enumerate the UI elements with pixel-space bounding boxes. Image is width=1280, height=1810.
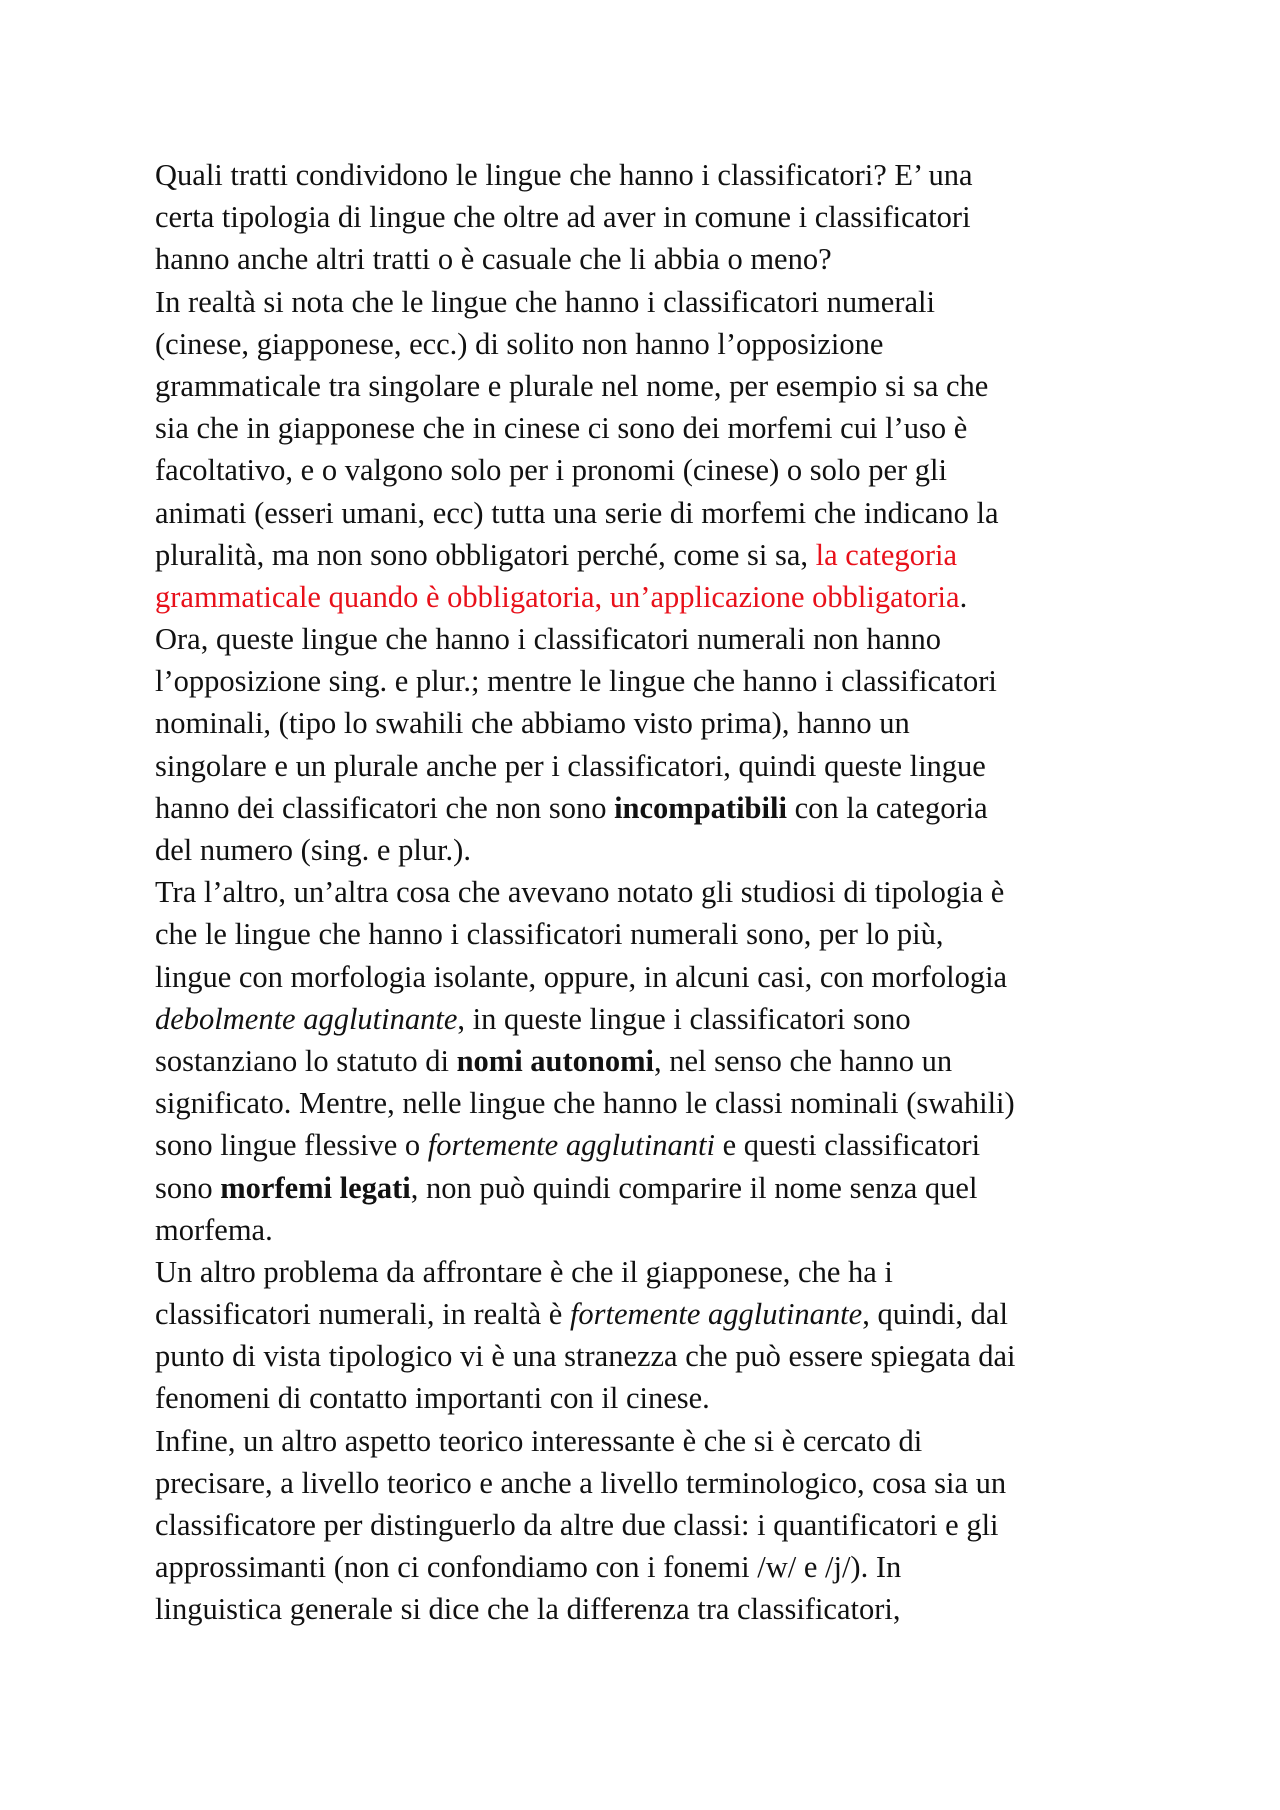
text-run: sono [155,1170,221,1205]
text-line [155,323,1155,365]
text-line [155,407,1155,449]
text-line [155,576,1155,618]
text-run: morfema. [155,1212,273,1247]
text-line [155,702,1155,744]
text-run: lingue con morfologia isolante, oppure, in alcuni casi, con morfologia [155,959,1008,994]
text-run: , nel senso che hanno un [654,1043,953,1078]
text-run: classificatori numerali, in realtà è [155,1297,570,1332]
italic-term: fortemente agglutinanti [427,1128,715,1163]
text-line [155,1377,1155,1419]
text-line [155,1082,1155,1124]
text-run: e questi classificatori [714,1128,981,1163]
text-run: Infine, un altro aspetto teorico interessante è che si è cercato di [155,1423,923,1458]
italic-term: fortemente agglutinante [569,1297,863,1332]
text-line [155,1420,1155,1462]
bold-term: nomi autonomi [456,1043,655,1078]
text-run: , non può quindi comparire il nome senza quel [410,1170,978,1205]
text-run: certa tipologia di lingue che oltre ad aver in comune i classificatori [155,200,971,235]
text-run: hanno anche altri tratti o è casuale che li abbia o meno? [155,242,832,277]
text-run: sostanziano lo statuto di [155,1043,457,1078]
text-line [155,1040,1155,1082]
text-line [155,787,1155,829]
text-line [155,1167,1155,1209]
text-run: l’opposizione sing. e plur.; mentre le lingue che hanno i classificatori [155,664,997,699]
text-line [155,1546,1155,1588]
text-run: nominali, (tipo lo swahili che abbiamo visto prima), hanno un [155,706,910,741]
text-run: grammaticale tra singolare e plurale nel nome, per esempio si sa che [155,368,989,403]
text-line [155,745,1155,787]
text-run: (cinese, giapponese, ecc.) di solito non hanno l’opposizione [155,326,884,361]
text-line [155,238,1155,280]
bold-term: morfemi legati [220,1170,411,1205]
text-run: sono lingue flessive o [155,1128,428,1163]
text-line [155,913,1155,955]
text-line [155,154,1155,196]
text-line [155,365,1155,407]
text-run: del numero (sing. e plur.). [155,833,471,867]
text-line [155,618,1155,660]
text-line [155,196,1155,238]
text-line [155,281,1155,323]
text-run: che le lingue che hanno i classificatori numerali sono, per lo più, [155,917,944,952]
text-run: con la categoria [786,790,988,825]
text-run: precisare, a livello teorico e anche a livello terminologico, cosa sia un [155,1465,1007,1500]
text-run: Un altro problema da affrontare è che il giapponese, che ha i [155,1254,893,1289]
text-line [155,1251,1155,1293]
text-line [155,1462,1155,1504]
text-line [155,660,1155,702]
highlighted-text: grammaticale quando è obbligatoria, un’applicazione obbligatoria [155,579,960,614]
text-line [155,1209,1155,1251]
text-line [155,1335,1155,1377]
highlighted-text: la categoria [815,537,958,572]
body-text [155,154,1155,1631]
text-run: animati (esseri umani, ecc) tutta una serie di morfemi che indicano la [155,495,999,530]
text-line [155,492,1155,534]
italic-term: debolmente agglutinante [155,1001,458,1036]
text-line [155,1588,1155,1630]
text-run: In realtà si nota che le lingue che hanno i classificatori numerali [155,284,935,319]
text-run: . [959,579,968,614]
text-run: , quindi, dal [862,1297,1008,1332]
text-run: punto di vista tipologico vi è una stranezza che può essere spiegata dai [155,1339,1016,1374]
text-line [155,998,1155,1040]
text-line [155,449,1155,491]
text-line [155,534,1155,576]
text-line [155,1504,1155,1546]
text-line [155,871,1155,913]
text-run: facoltativo, e o valgono solo per i pronomi (cinese) o solo per gli [155,453,947,488]
text-run: classificatore per distinguerlo da altre due classi: i quantificatori e gli [155,1508,999,1542]
text-run: sia che in giapponese che in cinese ci sono dei morfemi cui l’uso è [155,411,968,446]
text-run: significato. Mentre, nelle lingue che hanno le classi nominali (swahili) [155,1086,1015,1121]
text-run: Ora, queste lingue che hanno i classificatori numerali non hanno [155,622,941,657]
text-line [155,1293,1155,1335]
text-run: Quali tratti condividono le lingue che hanno i classificatori? E’ una [155,158,973,192]
text-line [155,829,1155,871]
text-line [155,1124,1155,1166]
text-run: Tra l’altro, un’altra cosa che avevano notato gli studiosi di tipologia è [155,875,1005,910]
text-run: hanno dei classificatori che non sono [155,790,615,825]
text-run: , in queste lingue i classificatori sono [457,1001,911,1036]
bold-term: incompatibili [614,790,787,825]
text-line [155,956,1155,998]
text-run: fenomeni di contatto importanti con il cinese. [155,1381,710,1416]
text-run: approssimanti (non ci confondiamo con i fonemi /w/ e /j/). In [155,1550,902,1585]
text-run: pluralità, ma non sono obbligatori perché, come si sa, [155,537,816,572]
text-run: linguistica generale si dice che la differenza tra classificatori, [155,1592,901,1627]
text-run: singolare e un plurale anche per i classificatori, quindi queste lingue [155,748,986,783]
